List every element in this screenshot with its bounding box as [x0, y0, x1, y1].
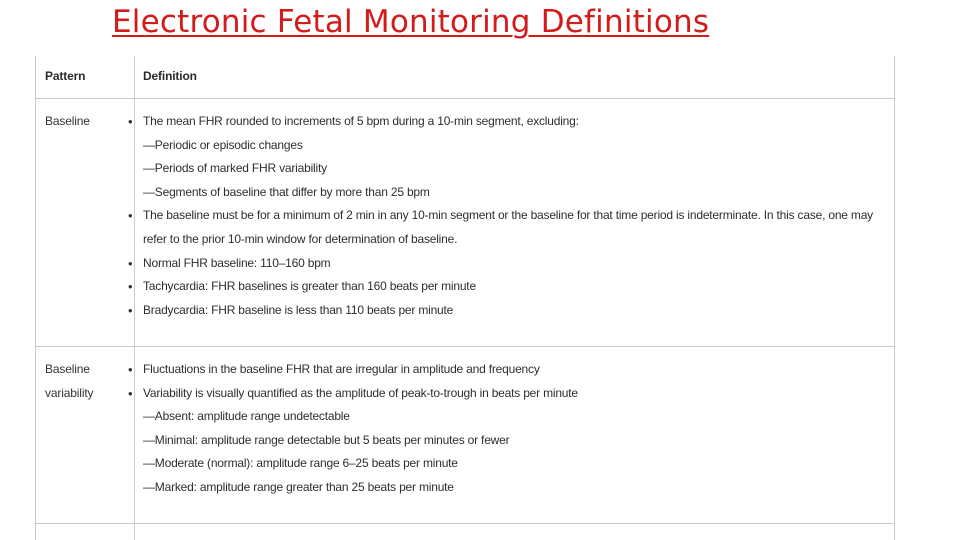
definition-line: refer to the prior 10-min window for determination of baseline.	[143, 231, 458, 246]
definition-line: —Periods of marked FHR variability	[143, 161, 327, 176]
definitions-table	[35, 56, 895, 540]
definition-line: —Minimal: amplitude range detectable but 5 beats per minutes or fewer	[143, 432, 510, 447]
definition-line: • Normal FHR baseline: 110–160 bpm	[128, 252, 873, 276]
definition-line: —Periodic or episodic changes	[143, 137, 303, 152]
row-baseline-pattern	[45, 110, 90, 134]
row-baseline-definition	[128, 110, 873, 322]
pattern-text: Baseline	[45, 114, 90, 128]
row-variability-definition	[128, 358, 578, 500]
row-divider	[36, 346, 894, 347]
definition-line: • Fluctuations in the baseline FHR that are irregular in amplitude and frequency	[128, 358, 578, 382]
definition-line: • Tachycardia: FHR baselines is greater than 160 beats per minute	[128, 275, 873, 299]
row-variability-pattern	[45, 358, 93, 405]
header-divider	[36, 98, 894, 99]
definition-line: • Bradycardia: FHR baseline is less than 110 beats per minute	[128, 299, 873, 323]
row-divider	[36, 523, 894, 524]
header-pattern: Pattern	[45, 69, 86, 83]
definition-line: —Marked: amplitude range greater than 25 beats per minute	[143, 479, 454, 494]
slide-title: Electronic Fetal Monitoring Definitions	[112, 4, 710, 40]
definition-line: —Moderate (normal): amplitude range 6–25 beats per minute	[143, 456, 458, 471]
definition-line: —Segments of baseline that differ by more than 25 bpm	[143, 184, 430, 199]
pattern-text: Baseline	[45, 362, 90, 376]
pattern-text: variability	[45, 385, 94, 400]
definition-line: • Variability is visually quantified as the amplitude of peak-to-trough in beats per minute	[128, 382, 578, 406]
definition-line: —Absent: amplitude range undetectable	[143, 409, 350, 424]
definition-line: • The mean FHR rounded to increments of 5 bpm during a 10-min segment, excluding:	[128, 110, 873, 134]
header-definition: Definition	[143, 69, 197, 83]
definition-line: • The baseline must be for a minimum of 2 min in any 10-min segment or the baseline for that time period is indeterminate. In this case, one may	[128, 204, 873, 228]
